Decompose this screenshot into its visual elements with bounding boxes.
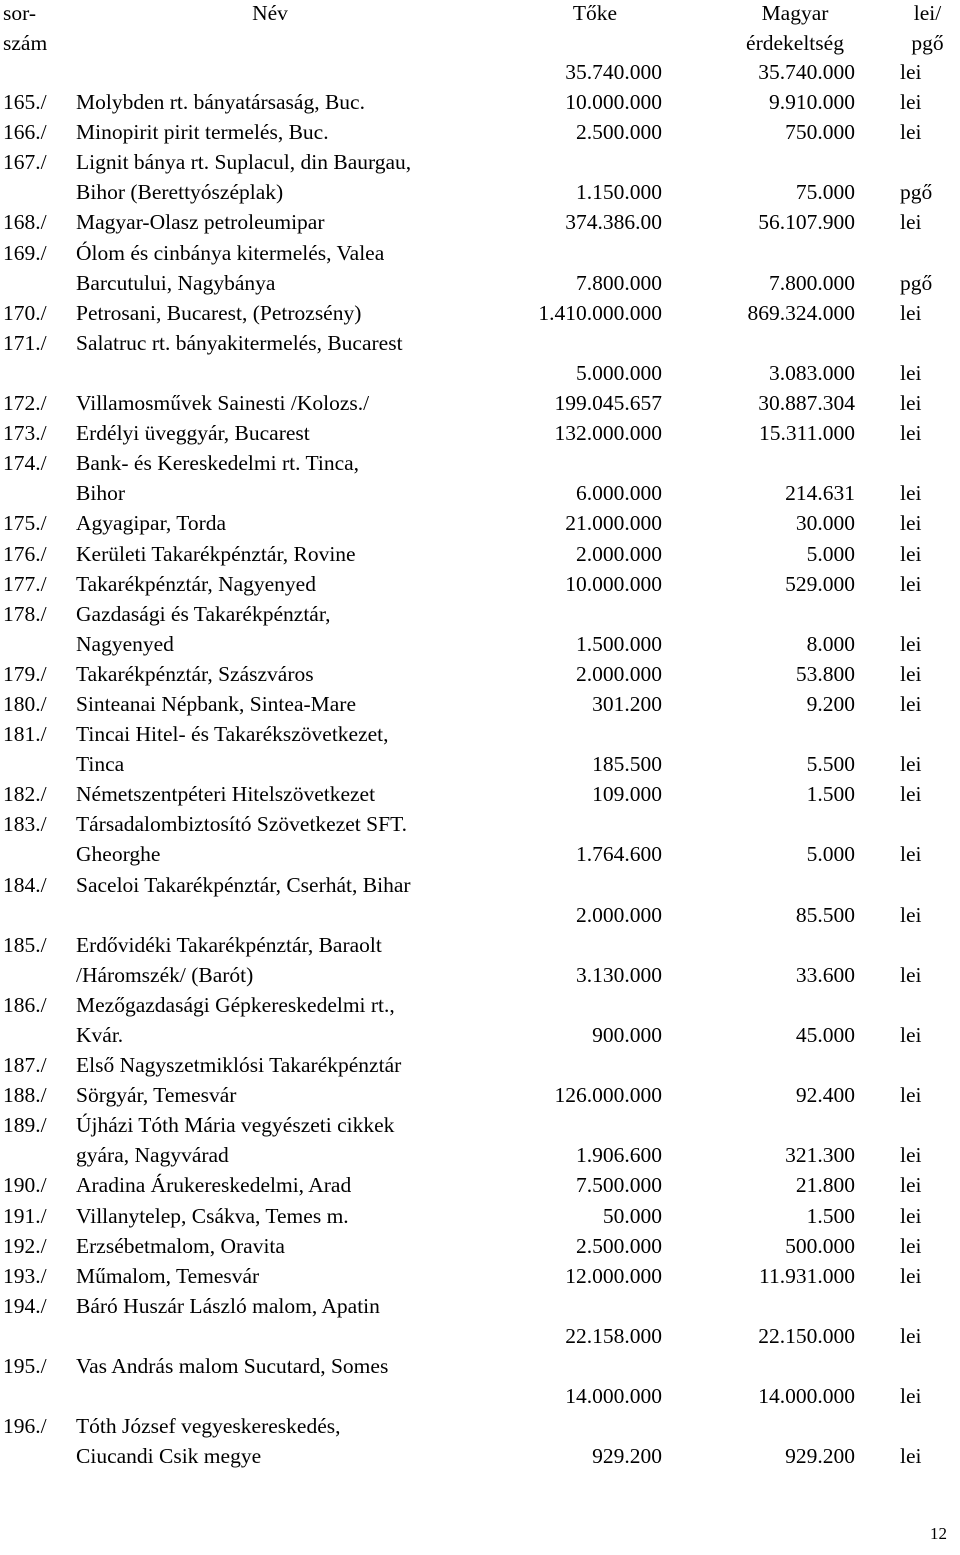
row-name: Villamosművek Sainesti /Kolozs./ (76, 391, 370, 416)
row-currency: lei (900, 1203, 922, 1228)
row-number: 188./ (3, 1083, 47, 1108)
table-row (0, 238, 960, 298)
row-capital: 126.000.000 (554, 1083, 662, 1108)
row-name: Nagyenyed (76, 631, 174, 656)
table-row (0, 1201, 960, 1231)
table-row-line (0, 1140, 960, 1170)
table-row (0, 207, 960, 237)
row-name: Magyar-Olasz petroleumipar (76, 210, 325, 235)
row-hungarian-interest: 869.324.000 (747, 300, 855, 325)
row-number: 190./ (3, 1173, 47, 1198)
row-capital: 132.000.000 (554, 421, 662, 446)
table-row-line (0, 1381, 960, 1411)
table-row (0, 539, 960, 569)
table-row-line (0, 448, 960, 478)
carryover-capital: 35.740.000 (565, 60, 662, 84)
table-row (0, 117, 960, 147)
row-currency: lei (900, 571, 922, 596)
table-row-line (0, 1080, 960, 1110)
table-row (0, 1351, 960, 1411)
table-row-line (0, 659, 960, 689)
row-capital: 21.000.000 (565, 511, 662, 536)
row-name: Erzsébetmalom, Oravita (76, 1233, 285, 1258)
row-capital: 2.500.000 (576, 1233, 662, 1258)
row-currency: lei (900, 90, 922, 115)
row-capital: 1.764.600 (576, 842, 662, 867)
table-row (0, 418, 960, 448)
table-row-line (0, 508, 960, 538)
row-currency: lei (900, 782, 922, 807)
table-row-line (0, 1050, 960, 1080)
row-number: 195./ (3, 1354, 47, 1379)
row-currency: lei (900, 1143, 922, 1168)
row-hungarian-interest: 30.000 (795, 511, 855, 536)
row-name: Báró Huszár László malom, Apatin (76, 1293, 380, 1318)
row-capital: 5.000.000 (576, 360, 662, 385)
row-name: Bihor (Berettyószéplak) (76, 180, 284, 205)
table-row-line (0, 900, 960, 930)
table-row (0, 659, 960, 689)
row-number: 172./ (3, 391, 47, 416)
row-capital: 1.410.000.000 (538, 300, 662, 325)
row-name: Gheorghe (76, 842, 161, 867)
row-name: Saceloi Takarékpénztár, Cserhát, Bihar (76, 872, 411, 897)
header-name: Név (252, 1, 288, 25)
row-hungarian-interest: 14.000.000 (758, 1384, 855, 1409)
row-hungarian-interest: 3.083.000 (769, 360, 855, 385)
row-hungarian-interest: 500.000 (785, 1233, 855, 1258)
row-currency: lei (900, 300, 922, 325)
row-currency: lei (900, 421, 922, 446)
row-hungarian-interest: 5.500 (806, 752, 855, 777)
table-row (0, 569, 960, 599)
table-row (0, 599, 960, 659)
table-row (0, 508, 960, 538)
row-currency: lei (900, 511, 922, 536)
row-currency: lei (900, 1263, 922, 1288)
row-hungarian-interest: 8.000 (806, 631, 855, 656)
row-name: Molybden rt. bányatársaság, Buc. (76, 90, 365, 115)
row-hungarian-interest: 92.400 (795, 1083, 855, 1108)
row-number: 185./ (3, 932, 47, 957)
row-capital: 185.500 (592, 752, 662, 777)
header-currency: lei/ pgő (911, 1, 944, 55)
row-capital: 1.906.600 (576, 1143, 662, 1168)
row-name: Első Nagyszetmiklósi Takarékpénztár (76, 1053, 402, 1078)
row-hungarian-interest: 214.631 (785, 481, 855, 506)
row-name: Társadalombiztosító Szövetkezet SFT. (76, 812, 407, 837)
row-number: 175./ (3, 511, 47, 536)
row-capital: 2.500.000 (576, 120, 662, 145)
table-row-line (0, 809, 960, 839)
row-number: 192./ (3, 1233, 47, 1258)
row-currency: lei (900, 1444, 922, 1469)
row-currency: lei (900, 1083, 922, 1108)
row-number: 176./ (3, 541, 47, 566)
row-currency: lei (900, 842, 922, 867)
row-capital: 374.386.00 (565, 210, 662, 235)
row-currency: lei (900, 1323, 922, 1348)
row-capital: 7.800.000 (576, 270, 662, 295)
row-name: Tincai Hitel- és Takarékszövetkezet, (76, 722, 389, 747)
row-capital: 301.200 (592, 691, 662, 716)
table-row-line (0, 1261, 960, 1291)
row-currency: lei (900, 1023, 922, 1047)
carryover-row (0, 57, 960, 87)
row-number: 166./ (3, 120, 47, 145)
table-row (0, 809, 960, 869)
row-currency: lei (900, 1384, 922, 1409)
row-currency: lei (900, 752, 922, 777)
row-currency: lei (900, 962, 922, 987)
row-capital: 14.000.000 (565, 1384, 662, 1409)
table-row (0, 328, 960, 388)
row-name: Műmalom, Temesvár (76, 1263, 260, 1288)
table-row (0, 1110, 960, 1170)
row-name: Lignit bánya rt. Suplacul, din Baurgau, (76, 150, 412, 175)
row-name: Kerületi Takarékpénztár, Rovine (76, 541, 356, 566)
row-number: 165./ (3, 90, 47, 115)
row-name: Minopirit pirit termelés, Buc. (76, 120, 329, 145)
table-row (0, 1291, 960, 1351)
row-capital: 2.000.000 (576, 661, 662, 686)
row-name: /Háromszék/ (Barót) (76, 962, 254, 987)
row-name: Sörgyár, Temesvár (76, 1083, 237, 1108)
table-header (0, 0, 960, 60)
row-capital: 22.158.000 (565, 1323, 662, 1348)
row-name: Aradina Árukereskedelmi, Arad (76, 1173, 352, 1198)
row-number: 177./ (3, 571, 47, 596)
table-row-line (0, 388, 960, 418)
row-capital: 2.000.000 (576, 902, 662, 927)
row-hungarian-interest: 56.107.900 (758, 210, 855, 235)
row-number: 194./ (3, 1293, 47, 1318)
table-row-line (0, 418, 960, 448)
row-hungarian-interest: 30.887.304 (758, 391, 855, 416)
header-serial-number: sor- szám (3, 1, 48, 55)
table-row-line (0, 1351, 960, 1381)
table-row (0, 779, 960, 809)
row-capital: 10.000.000 (565, 571, 662, 596)
row-hungarian-interest: 22.150.000 (758, 1323, 855, 1348)
row-name: Ólom és cinbánya kitermelés, Valea (76, 240, 385, 265)
row-capital: 929.200 (592, 1444, 662, 1469)
table-row-line (0, 1321, 960, 1351)
table-row (0, 1050, 960, 1080)
row-currency: lei (900, 691, 922, 716)
row-currency: pgő (900, 270, 933, 295)
row-currency: lei (900, 902, 922, 927)
row-number: 174./ (3, 451, 47, 476)
row-capital: 3.130.000 (576, 962, 662, 987)
row-name: Villanytelep, Csákva, Temes m. (76, 1203, 349, 1228)
row-number: 189./ (3, 1113, 47, 1138)
row-name: Tinca (76, 752, 125, 777)
row-capital: 7.500.000 (576, 1173, 662, 1198)
table-row-line (0, 689, 960, 719)
row-capital: 6.000.000 (576, 481, 662, 506)
row-hungarian-interest: 1.500 (806, 1203, 855, 1228)
row-hungarian-interest: 11.931.000 (759, 1263, 855, 1288)
row-number: 171./ (3, 330, 47, 355)
table-row (0, 1080, 960, 1110)
row-currency: lei (900, 1173, 922, 1198)
table-row-line (0, 328, 960, 358)
row-hungarian-interest: 529.000 (785, 571, 855, 596)
row-hungarian-interest: 85.500 (795, 902, 855, 927)
table-row-line (0, 147, 960, 177)
carryover-hungarian: 35.740.000 (758, 60, 855, 84)
table-row-line (0, 177, 960, 207)
row-number: 196./ (3, 1414, 47, 1439)
row-name: Takarékpénztár, Szászváros (76, 661, 314, 686)
carryover-unit: lei (900, 60, 922, 84)
row-currency: lei (900, 631, 922, 656)
row-name: Ciucandi Csik megye (76, 1444, 262, 1469)
table-row-line (0, 1110, 960, 1140)
row-hungarian-interest: 45.000 (795, 1023, 855, 1047)
row-currency: lei (900, 481, 922, 506)
row-capital: 109.000 (592, 782, 662, 807)
row-number: 182./ (3, 782, 47, 807)
row-currency: lei (900, 210, 922, 235)
row-name: Mezőgazdasági Gépkereskedelmi rt., (76, 992, 395, 1017)
row-name: Gazdasági és Takarékpénztár, (76, 601, 331, 626)
row-hungarian-interest: 7.800.000 (769, 270, 855, 295)
row-currency: lei (900, 360, 922, 385)
table-row-line (0, 358, 960, 388)
table-row (0, 870, 960, 930)
table-row (0, 719, 960, 779)
table-row-line (0, 990, 960, 1020)
row-hungarian-interest: 33.600 (795, 962, 855, 987)
row-name: Erdélyi üveggyár, Bucarest (76, 421, 310, 446)
row-hungarian-interest: 929.200 (785, 1444, 855, 1469)
table-row (0, 930, 960, 990)
row-hungarian-interest: 53.800 (795, 661, 855, 686)
table-row (0, 1261, 960, 1291)
row-number: 186./ (3, 992, 47, 1017)
table-row (0, 388, 960, 418)
row-name: gyára, Nagyvárad (76, 1143, 229, 1168)
row-number: 170./ (3, 300, 47, 325)
table-body (0, 57, 960, 1471)
table-row-line (0, 117, 960, 147)
row-number: 187./ (3, 1053, 47, 1078)
row-currency: lei (900, 661, 922, 686)
table-row-line (0, 207, 960, 237)
row-capital: 1.500.000 (576, 631, 662, 656)
table-row-line (0, 87, 960, 117)
row-capital: 900.000 (592, 1023, 662, 1047)
row-name: Barcutului, Nagybánya (76, 270, 276, 295)
table-row (0, 1411, 960, 1471)
table-row-line (0, 839, 960, 869)
table-row-line (0, 268, 960, 298)
table-row-line (0, 599, 960, 629)
row-currency: lei (900, 120, 922, 145)
row-number: 184./ (3, 872, 47, 897)
table-row (0, 298, 960, 328)
row-name: Bihor (76, 481, 125, 506)
row-number: 167./ (3, 150, 47, 175)
table-row-line (0, 1170, 960, 1200)
table-row-line (0, 1291, 960, 1321)
row-hungarian-interest: 9.910.000 (769, 90, 855, 115)
table-row-line (0, 1441, 960, 1471)
table-row-line (0, 779, 960, 809)
table-row-line (0, 629, 960, 659)
table-row (0, 689, 960, 719)
row-number: 178./ (3, 601, 47, 626)
row-hungarian-interest: 1.500 (806, 782, 855, 807)
table-row-line (0, 1201, 960, 1231)
row-capital: 199.045.657 (554, 391, 662, 416)
table-row-line (0, 1020, 960, 1050)
row-hungarian-interest: 75.000 (795, 180, 855, 205)
table-row (0, 990, 960, 1050)
table-row-line (0, 569, 960, 599)
table-row (0, 448, 960, 508)
row-currency: lei (900, 1233, 922, 1258)
table-row (0, 1170, 960, 1200)
row-currency: pgő (900, 180, 933, 205)
row-number: 169./ (3, 240, 47, 265)
row-name: Petrosani, Bucarest, (Petrozsény) (76, 300, 362, 325)
row-name: Sinteanai Népbank, Sintea-Mare (76, 691, 357, 716)
table-row-line (0, 1231, 960, 1261)
table-row-line (0, 1411, 960, 1441)
row-name: Újházi Tóth Mária vegyészeti cikkek (76, 1113, 395, 1138)
row-currency: lei (900, 391, 922, 416)
row-hungarian-interest: 750.000 (785, 120, 855, 145)
row-hungarian-interest: 15.311.000 (759, 421, 855, 446)
header-hungarian-interest: Magyar érdekeltség (746, 1, 844, 55)
row-number: 191./ (3, 1203, 47, 1228)
table-row-line (0, 719, 960, 749)
row-hungarian-interest: 5.000 (806, 541, 855, 566)
row-name: Agyagipar, Torda (76, 511, 227, 536)
row-number: 183./ (3, 812, 47, 837)
row-capital: 1.150.000 (576, 180, 662, 205)
table-row-line (0, 930, 960, 960)
row-number: 179./ (3, 661, 47, 686)
row-hungarian-interest: 321.300 (785, 1143, 855, 1168)
table-row-line (0, 298, 960, 328)
row-capital: 50.000 (602, 1203, 662, 1228)
row-number: 168./ (3, 210, 47, 235)
row-name: Salatruc rt. bányakitermelés, Bucarest (76, 330, 403, 355)
row-capital: 10.000.000 (565, 90, 662, 115)
row-number: 180./ (3, 691, 47, 716)
table-row-line (0, 478, 960, 508)
row-number: 173./ (3, 421, 47, 446)
row-name: Bank- és Kereskedelmi rt. Tinca, (76, 451, 360, 476)
table-row (0, 147, 960, 207)
row-name: Erdővidéki Takarékpénztár, Baraolt (76, 932, 382, 957)
table-row-line (0, 749, 960, 779)
row-currency: lei (900, 541, 922, 566)
row-number: 181./ (3, 722, 47, 747)
row-hungarian-interest: 9.200 (806, 691, 855, 716)
row-capital: 12.000.000 (565, 1263, 662, 1288)
row-name: Vas András malom Sucutard, Somes (76, 1354, 389, 1379)
row-name: Takarékpénztár, Nagyenyed (76, 571, 316, 596)
row-name: Kvár. (76, 1023, 124, 1047)
table-row-line (0, 539, 960, 569)
row-hungarian-interest: 21.800 (795, 1173, 855, 1198)
table-row (0, 87, 960, 117)
table-row-line (0, 870, 960, 900)
header-capital: Tőke (572, 1, 618, 25)
row-number: 193./ (3, 1263, 47, 1288)
row-capital: 2.000.000 (576, 541, 662, 566)
row-name: Tóth József vegyeskereskedés, (76, 1414, 341, 1439)
page-number: 12 (930, 1524, 947, 1543)
row-name: Németszentpéteri Hitelszövetkezet (76, 782, 376, 807)
table-row-line (0, 960, 960, 990)
table-row (0, 1231, 960, 1261)
table-row-line (0, 238, 960, 268)
row-hungarian-interest: 5.000 (806, 842, 855, 867)
